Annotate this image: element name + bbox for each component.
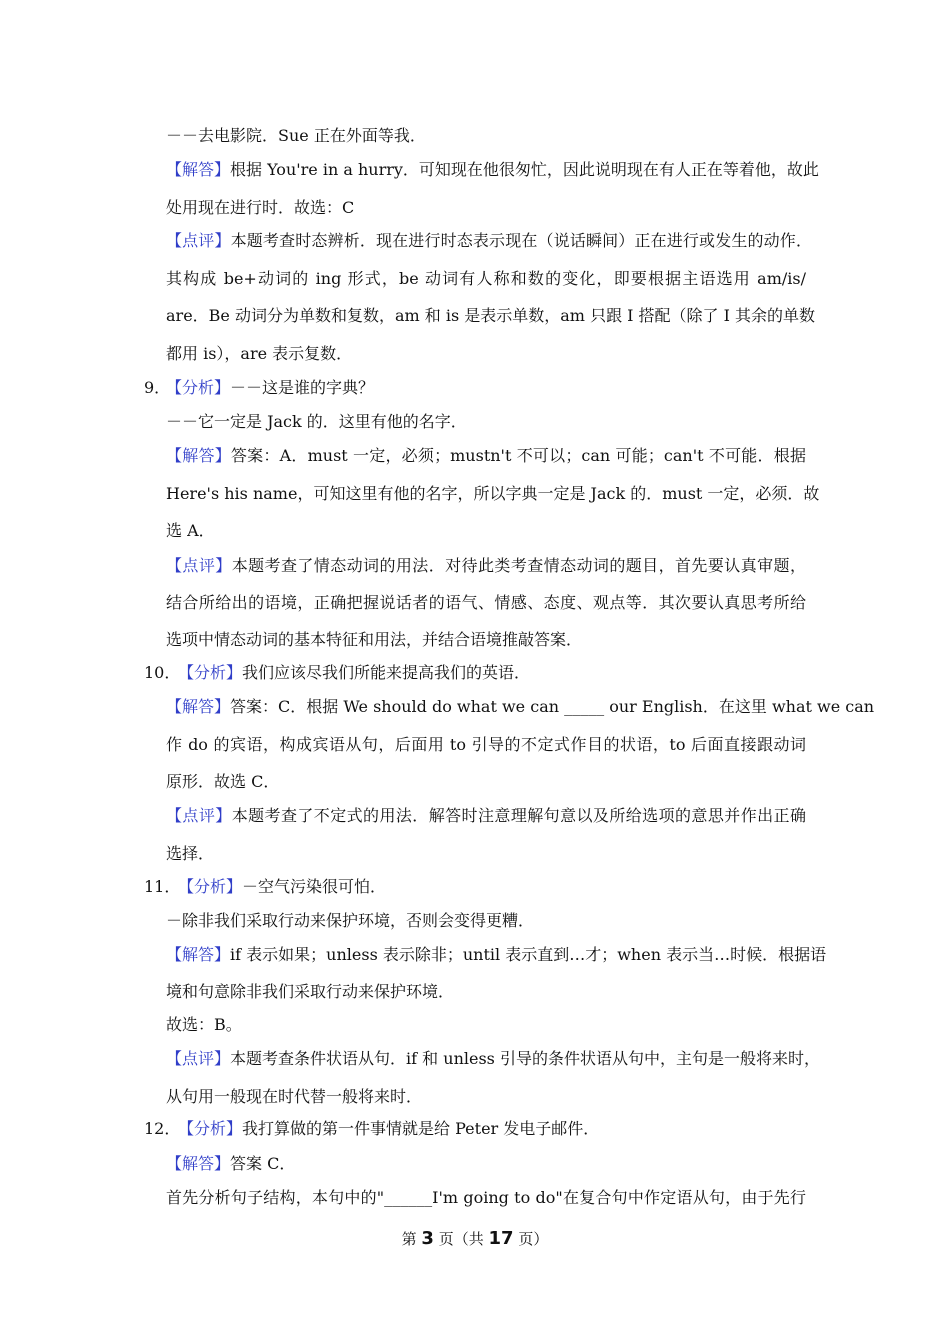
comment-paragraph: 【点评】本题考查了情态动词的用法．对待此类考查情态动词的题目，首先要认真审题， — [166, 556, 806, 575]
text: －－去电影院．Sue 正在外面等我． — [166, 126, 426, 145]
analysis-paragraph: 【分析】我打算做的第一件事情就是给 Peter 发电子邮件． — [178, 1119, 600, 1138]
text-line: －除非我们采取行动来保护环境，否则会变得更糟． — [166, 911, 535, 930]
text-line: 境和句意除非我们采取行动来保护环境． — [166, 982, 455, 1001]
answer-paragraph: 【解答】答案 C． — [166, 1154, 296, 1173]
comment-tag: 【点评】 — [166, 556, 232, 575]
comment-paragraph: 【点评】本题考查时态辨析．现在进行时态表示现在（说话瞬间）正在进行或发生的动作． — [166, 231, 812, 250]
text-line: 都用 is），are 表示复数． — [166, 344, 353, 363]
page-footer: 第 3 页（共 17 页） — [401, 1228, 549, 1249]
answer-paragraph: 【解答】if 表示如果；unless 表示除非；until 表示直到…才；when 表示当…时候．根据语 — [166, 945, 827, 964]
text-line: 选项中情态动词的基本特征和用法，并结合语境推敲答案． — [166, 630, 583, 649]
text-line — [166, 125, 426, 147]
text-line: 选择． — [166, 844, 215, 863]
analysis-tag: 【分析】 — [178, 663, 243, 682]
question-number: 11． — [144, 877, 181, 896]
text: 根据 You're in a hurry．可知现在他很匆忙，因此说明现在有人正在等着他，故此 — [230, 160, 819, 179]
analysis-tag: 【分析】 — [166, 378, 231, 397]
analysis-paragraph: 【分析】－－这是谁的字典？ — [166, 378, 375, 397]
page-number: 3 — [421, 1228, 434, 1249]
comment-tag: 【点评】 — [166, 806, 232, 825]
text-line: Here's his name，可知这里有他的名字，所以字典一定是 Jack 的．must 一定，必须．故 — [166, 484, 820, 503]
text-line: 选 A． — [166, 521, 215, 540]
answer-paragraph: 【解答】答案：C．根据 We should do what we can _____ our English．在这里 what we can — [166, 697, 875, 716]
text-line: 处用现在进行时．故选：C — [166, 198, 355, 217]
total-pages: 17 — [488, 1228, 514, 1249]
text-line: are．Be 动词分为单数和复数，am 和 is 是表示单数，am 只跟 I 搭配（除了 I 其余的单数 — [166, 306, 816, 325]
analysis-tag: 【分析】 — [178, 877, 243, 896]
analysis-paragraph: 【分析】－空气污染很可怕． — [178, 877, 387, 896]
answer-tag: 【解答】 — [166, 1154, 231, 1173]
answer-tag: 【解答】 — [166, 446, 231, 465]
answer-tag: 【解答】 — [166, 160, 231, 179]
text-line: 其构成 be+动词的 ing 形式，be 动词有人称和数的变化，即要根据主语选用 am/is/ — [166, 269, 806, 288]
comment-paragraph: 【点评】本题考查条件状语从句．if 和 unless 引导的条件状语从句中，主句是一般将来时， — [166, 1049, 820, 1068]
text-line: 原形．故选 C． — [166, 772, 280, 791]
question-number: 12． — [144, 1119, 181, 1138]
text-line: 故选：B。 — [166, 1015, 242, 1034]
text-line: 从句用一般现在时代替一般将来时． — [166, 1087, 423, 1106]
analysis-tag: 【分析】 — [178, 1119, 243, 1138]
answer-tag: 【解答】 — [166, 945, 231, 964]
text-line: 结合所给出的语境，正确把握说话者的语气、情感、态度、观点等．其次要认真思考所给 — [166, 593, 806, 612]
comment-paragraph: 【点评】本题考查了不定式的用法．解答时注意理解句意以及所给选项的意思并作出正确 — [166, 806, 806, 825]
text-line: 首先分析句子结构，本句中的"______I'm going to do"在复合句中作定语从句，由于先行 — [166, 1188, 806, 1207]
question-number: 10． — [144, 663, 181, 682]
comment-tag: 【点评】 — [166, 1049, 231, 1068]
answer-paragraph: 【解答】答案：A．must 一定，必须；mustn't 不可以；can 可能；can't 不可能．根据 — [166, 446, 806, 465]
answer-paragraph — [166, 159, 819, 181]
analysis-paragraph: 【分析】我们应该尽我们所能来提高我们的英语． — [178, 663, 531, 682]
answer-tag: 【解答】 — [166, 697, 231, 716]
text-line: －－它一定是 Jack 的．这里有他的名字． — [166, 412, 467, 431]
text-line: 作 do 的宾语，构成宾语从句，后面用 to 引导的不定式作目的状语，to 后面直接跟动词 — [166, 735, 806, 754]
comment-tag: 【点评】 — [166, 231, 231, 250]
question-number: 9． — [144, 378, 171, 397]
